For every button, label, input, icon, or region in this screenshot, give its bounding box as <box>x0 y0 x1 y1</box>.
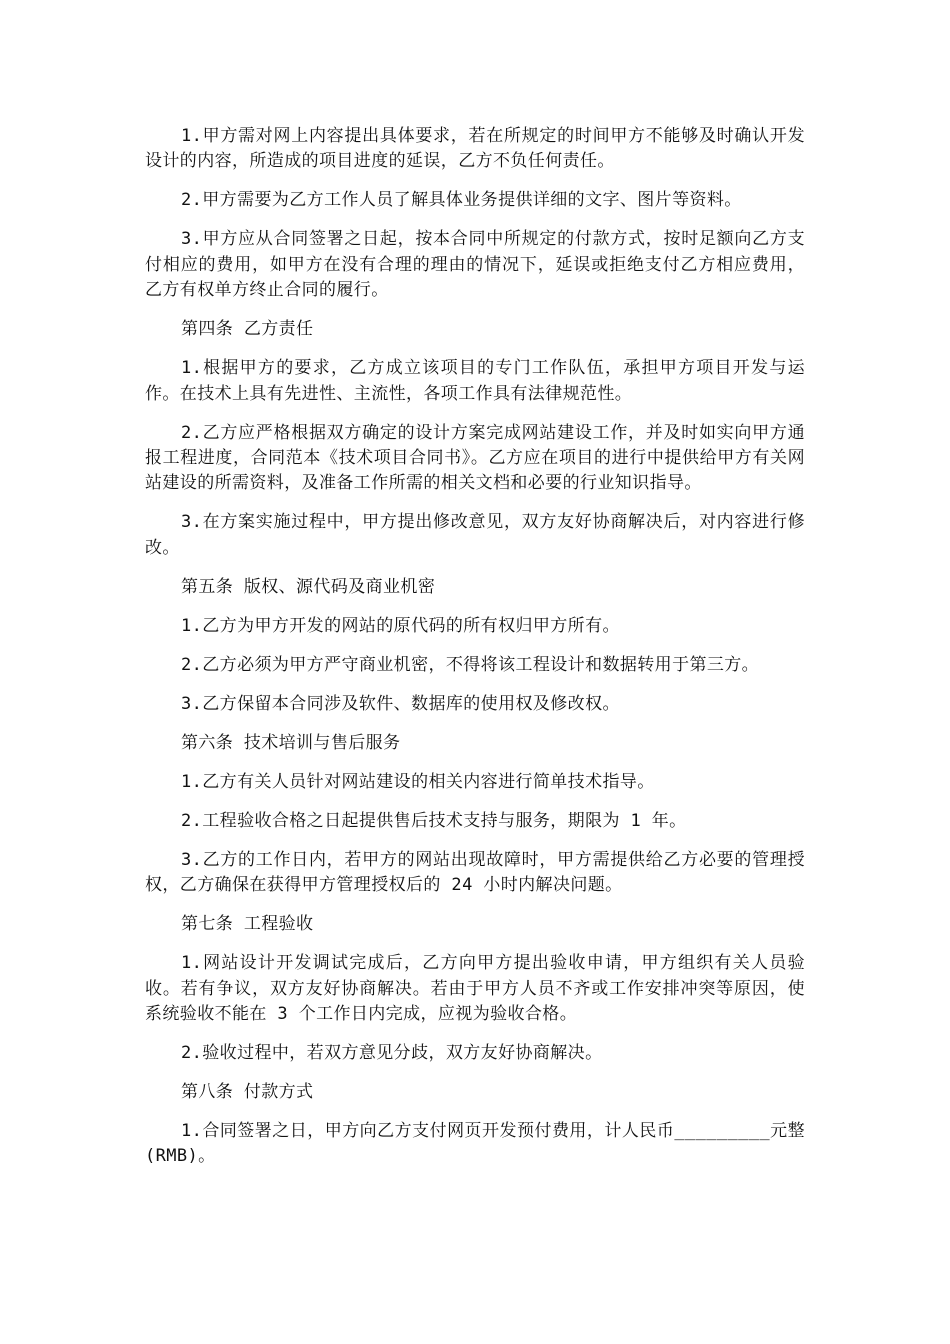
clause-party-a-2: 2.甲方需要为乙方工作人员了解具体业务提供详细的文字、图片等资料。 <box>181 190 742 211</box>
clause-6-2: 2.工程验收合格之日起提供售后技术支持与服务，期限为 1 年。 <box>181 810 687 831</box>
clause-party-a-1: 1.甲方需对网上内容提出具体要求，若在所规定的时间甲方不能够及时确认开发设计的内容，所造成的项目进度的延误，乙方不负任何责任。 <box>145 126 805 172</box>
clause-5-1: 1.乙方为甲方开发的网站的原代码的所有权归甲方所有。 <box>181 615 620 636</box>
article-7-heading: 第七条 工程验收 <box>181 914 314 935</box>
clause-5-2: 2.乙方必须为甲方严守商业机密，不得将该工程设计和数据转用于第三方。 <box>181 654 760 675</box>
clause-4-3: 3.在方案实施过程中，甲方提出修改意见，双方友好协商解决后，对内容进行修改。 <box>145 512 805 558</box>
clause-4-2: 2.乙方应严格根据双方确定的设计方案完成网站建设工作，并及时如实向甲方通报工程进度，合同范本《技术项目合同书》。乙方应在项目的进行中提供给甲方有关网站建设的所需资料，及准备工作所需的相关文档和必要的行业知识指导。 <box>145 422 805 494</box>
article-4-heading: 第四条 乙方责任 <box>181 319 314 340</box>
article-8-heading: 第八条 付款方式 <box>181 1082 314 1103</box>
clause-8-1: 1.合同签署之日，甲方向乙方支付网页开发预付费用，计人民币_________元整(RMB)。 <box>145 1121 805 1167</box>
clause-7-2: 2.验收过程中，若双方意见分歧，双方友好协商解决。 <box>181 1043 603 1064</box>
article-5-heading: 第五条 版权、源代码及商业机密 <box>181 576 436 597</box>
clause-5-3: 3.乙方保留本合同涉及软件、数据库的使用权及修改权。 <box>181 693 620 714</box>
clause-6-1: 1.乙方有关人员针对网站建设的相关内容进行简单技术指导。 <box>181 771 655 792</box>
clause-7-1: 1.网站设计开发调试完成后，乙方向甲方提出验收申请，甲方组织有关人员验收。若有争议，双方友好协商解决。若由于甲方人员不齐或工作安排冲突等原因，使系统验收不能在 3 个工作日内完成，应视为验收合格。 <box>145 953 805 1025</box>
clause-4-1: 1.根据甲方的要求，乙方成立该项目的专门工作队伍，承担甲方项目开发与运作。在技术上具有先进性、主流性，各项工作具有法律规范性。 <box>145 358 805 404</box>
article-6-heading: 第六条 技术培训与售后服务 <box>181 732 401 753</box>
clause-party-a-3: 3.甲方应从合同签署之日起，按本合同中所规定的付款方式，按时足额向乙方支付相应的费用，如甲方在没有合理的理由的情况下，延误或拒绝支付乙方相应费用，乙方有权单方终止合同的履行。 <box>145 229 805 301</box>
document-page <box>145 124 805 1183</box>
clause-6-3: 3.乙方的工作日内，若甲方的网站出现故障时，甲方需提供给乙方必要的管理授权，乙方确保在获得甲方管理授权后的 24 小时内解决问题。 <box>145 849 805 896</box>
